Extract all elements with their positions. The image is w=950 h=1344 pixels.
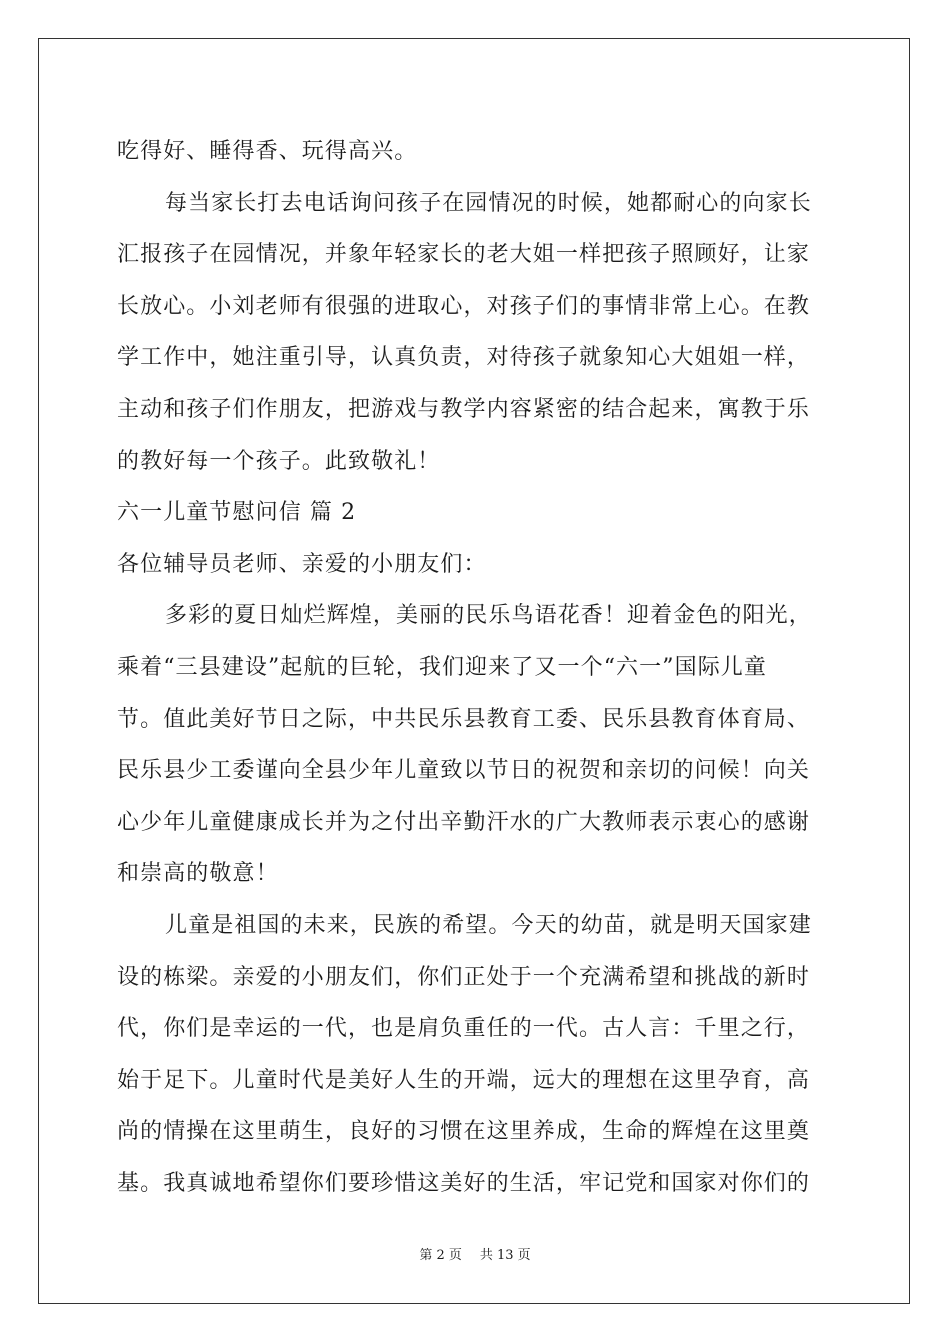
page-footer bbox=[0, 1246, 950, 1266]
document-body bbox=[117, 126, 835, 1209]
text-line: 的教好每一个孩子。此致敬礼！ bbox=[117, 448, 441, 474]
text-line: 节。值此美好节日之际，中共民乐县教育工委、民乐县教育体育局、 bbox=[117, 706, 811, 732]
text-line: 代，你们是幸运的一代，也是肩负重任的一代。古人言：千里之行， bbox=[117, 1016, 811, 1042]
text-line: 每当家长打去电话询问孩子在园情况的时候，她都耐心的向家长 bbox=[165, 190, 812, 216]
salutation: 各位辅导员老师、亲爱的小朋友们： bbox=[117, 551, 487, 577]
text-line: 和崇高的敬意！ bbox=[117, 861, 279, 887]
text-line: 儿童是祖国的未来，民族的希望。今天的幼苗，就是明天国家建 bbox=[165, 912, 812, 938]
text-line: 长放心。小刘老师有很强的进取心，对孩子们的事情非常上心。在教 bbox=[117, 293, 811, 319]
text-line: 吃得好、睡得香、玩得高兴。 bbox=[117, 139, 418, 164]
text-line: 设的栋梁。亲爱的小朋友们，你们正处于一个充满希望和挑战的新时 bbox=[117, 964, 811, 990]
text-line: 主动和孩子们作朋友，把游戏与教学内容紧密的结合起来，寓教于乐 bbox=[117, 396, 811, 422]
text-line: 乘着“三县建设”起航的巨轮，我们迎来了又一个“六一”国际儿童 bbox=[117, 654, 767, 680]
section-heading: 六一儿童节慰问信 篇 2 bbox=[117, 500, 357, 526]
text-line: 心少年儿童健康成长并为之付出辛勤汗水的广大教师表示衷心的感谢 bbox=[117, 809, 811, 835]
text-line: 基。我真诚地希望你们要珍惜这美好的生活，牢记党和国家对你们的 bbox=[117, 1170, 811, 1196]
text-line: 多彩的夏日灿烂辉煌，美丽的民乐鸟语花香！迎着金色的阳光， bbox=[165, 603, 812, 629]
text-line: 学工作中，她注重引导，认真负责，对待孩子就象知心大姐姐一样， bbox=[117, 345, 811, 371]
text-line: 尚的情操在这里萌生，良好的习惯在这里养成，生命的辉煌在这里奠 bbox=[117, 1119, 811, 1145]
text-line: 民乐县少工委谨向全县少年儿童致以节日的祝贺和亲切的问候！向关 bbox=[117, 758, 811, 784]
page-total: 共 13 页 bbox=[479, 1248, 531, 1263]
text-line: 汇报孩子在园情况，并象年轻家长的老大姐一样把孩子照顾好，让家 bbox=[117, 242, 811, 268]
text-line: 始于足下。儿童时代是美好人生的开端，远大的理想在这里孕育，高 bbox=[117, 1067, 811, 1093]
page-number: 第 2 页 bbox=[419, 1248, 462, 1263]
